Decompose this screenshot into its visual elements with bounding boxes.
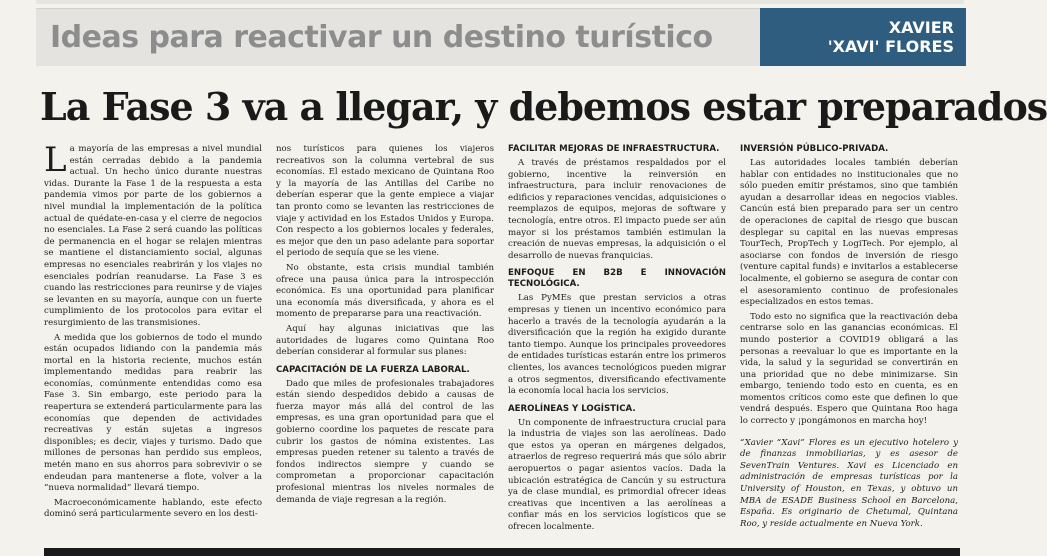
author-band — [760, 8, 966, 66]
author-first-name: XAVIER — [888, 18, 954, 37]
section-title-band — [36, 8, 760, 66]
author-nickname-surname: 'XAVI' FLORES — [827, 37, 954, 56]
paragraph: Las autoridades locales también deberían hablar con entidades no institucionales que no sólo pueden emitir préstamos, sino que también ayudan a desarrollar ideas en negocios viables. Cancún está bien preparado para ser un centro de operaciones de capital de riesgo que buscan desplegar su capital en las nuevas empresas TourTech, PropTech y LogiTech. Por ejemplo, al asociarse con fondos de inversión de riesgo (venture capital funds) e invitarlos a establecerse localmente, el gobierno se asegura de contar con el asesoramiento continuo de profesionales especializados en estos temas. — [740, 158, 958, 308]
column-2 — [276, 144, 494, 537]
paragraph — [44, 140, 262, 330]
column-3 — [508, 144, 726, 537]
paragraph: A medida que los gobiernos de todo el mundo están ocupados lidiando con la pandemia más mortal en la historia reciente, muchos están implementando medidas para reabrir las economías, comúnmente entendidas como esa Fase 3. Sin embargo, este periodo para la reapertura se extenderá particularmente para las economías que dependen de actividades recreativas y están sujetas a ingresos disponibles; es decir, viajes y turismo. Dado que millones de personas han perdido sus empleos, metén mano en sus ahorros para sobrevivir o se endeudan para mantenerse a flote, volver a la “nueva normalidad” llevará tiempo. — [44, 332, 262, 494]
article-columns — [44, 140, 960, 533]
subhead: CAPACITACIÓN DE LA FUERZA LABORAL. — [276, 364, 470, 375]
paragraph: nos turísticos para quienes los viajeros recreativos son la columna vertebral de sus economías. El estado mexicano de Quintana Roo y la mayoría de las Antillas del Caribe no deberían esperar que la gente empiece a viajar tan pronto como se levanten las restricciones de viaje y actividad en los Estados Unidos y Europa. Con respecto a los gobiernos locales y federales, es mejor que den un paso adelante para soportar el periodo de sequía que se les viene. — [276, 144, 494, 259]
paragraph: Las PyMEs que prestan servicios a otras empresas y tienen un incentivo económico para hacerlo a través de la tecnología ayudarán a la diversificación que la región ha exigido durante tanto tiempo. Aunque los principales proveedores de entidades turísticas estarán entre los primeros clientes, los avances tecnológicos pueden migrar a otros segmentos, diversificando efectivamente la economía local hacia los servicios. — [508, 293, 726, 397]
top-rule — [36, 0, 964, 4]
drop-cap: L — [44, 140, 67, 180]
paragraph: Aquí hay algunas iniciativas que las autoridades de lugares como Quintana Roo deberían considerar al formular sus planes: — [276, 323, 494, 358]
paragraph-text: a mayoría de las empresas a nivel mundial están cerradas debido a la pandemia actual. Un hecho único durante nuestras vidas. Durante la Fase 1 de la respuesta a esta pandemia vimos por parte de los gobiernos a nivel mundial la implementación de la política actual de quédate-en-casa y el cierre de negocios no esenciales. La Fase 2 será cuando las políticas de permanencia en el hogar se relajen mientras se mantiene el distanciamiento social, algunas empresas no esenciales reabrirán y los viajes no esenciales podrían reanudarse. La Fase 3 es cuando las restricciones para reunirse y de viajes se levanten en su mayoría, aunque con un fuerte cumplimiento de los protocolos para evitar el resurgimiento de las transmisiones. — [44, 144, 262, 328]
paragraph: Macroeconómicamente hablando, este efecto dominó será particularmente severo en los desti- — [44, 497, 262, 520]
paragraph: Todo esto no significa que la reactivación deba centrarse solo en las ganancias económicas. El mundo posterior a COVID19 obligará a las personas a reevaluar lo que es importante en la vida, la salud y la seguridad se convertirán en una prioridad que no debe minimizarse. Sin embargo, teniendo todo esto en cuenta, es en momentos críticos como este que definen lo que vendrá después. Espero que Quintana Roo haga lo correcto y ¡pongámonos en marcha hoy! — [740, 311, 958, 427]
headline: La Fase 3 va a llegar, y debemos estar preparados — [40, 84, 1047, 129]
paragraph: Dado que miles de profesionales trabajadores están siendo despedidos debido a causas de fuerza mayor más allá del control de las empresas, es una gran oportunidad para que el gobierno coordine los paquetes de rescate para cubrir los gastos de nómina existentes. Las empresas pueden retener su talento a través de fondos indirectos siempre y cuando se comprometan a proporcionar capacitación profesional mientras los niveles normales de demanda de viaje regresan a la región. — [276, 378, 494, 505]
subhead: INVERSIÓN PÚBLICO-PRIVADA. — [740, 144, 889, 154]
paragraph: No obstante, esta crisis mundial también ofrece una pausa única para la introspección económica. Es una oportunidad para planificar una economía más diversificada, y ahora es el momento de prepararse para una reactivación. — [276, 262, 494, 320]
section-title: Ideas para reactivar un destino turístico — [50, 20, 713, 55]
paragraph: A través de préstamos respaldados por el gobierno, incentive la reinversión en infraestructura, para incluir renovaciones de edificios y reparaciones vencidas, adquisiciones o reemplazos de equipos, mejoras de software y tecnología, entre otros. El impacto puede ser aún mayor si los préstamos también estimulan la creación de nuevas empresas, la adquisición o el desarrollo de nuevas franquicias. — [508, 158, 726, 261]
column-1 — [44, 140, 262, 537]
paragraph: Un componente de infraestructura crucial para la industria de viajes son las aerolíneas. Dado que estos ya operan en márgenes delgados, atraerlos de regreso requerirá más que sólo abrir aeropuertos o pagar asientos vacíos. Dada la ubicación estratégica de Cancún y su estructura ya de clase mundial, es primordial ofrecer ideas creativas que incentiven a las aerolíneas a confiar más en los servicios logísticos que se ofrecen localmente. — [508, 417, 726, 533]
subhead: ENFOQUE EN B2B E INNOVACIÓN TECNOLÓGICA. — [508, 268, 726, 290]
author-bio: “Xavier “Xavi” Flores es un ejecutivo hotelero y de finanzas inmobiliarias, y es asesor de SevenTrain Ventures. Xavi es Licenciado en administración de empresas turísticas por la University of Houston, en Texas, y obtuvo un MBA de ESADE Business School en Barcelona, España. Es originario de Chetumal, Quintana Roo, y reside actualmente en Nueva York. — [740, 437, 958, 529]
subhead: AEROLÍNEAS Y LOGÍSTICA. — [508, 403, 636, 414]
bottom-bar — [44, 548, 960, 556]
section-header — [36, 8, 966, 66]
column-4 — [740, 144, 958, 537]
subhead: FACILITAR MEJORAS DE INFRAESTRUCTURA. — [508, 144, 720, 154]
